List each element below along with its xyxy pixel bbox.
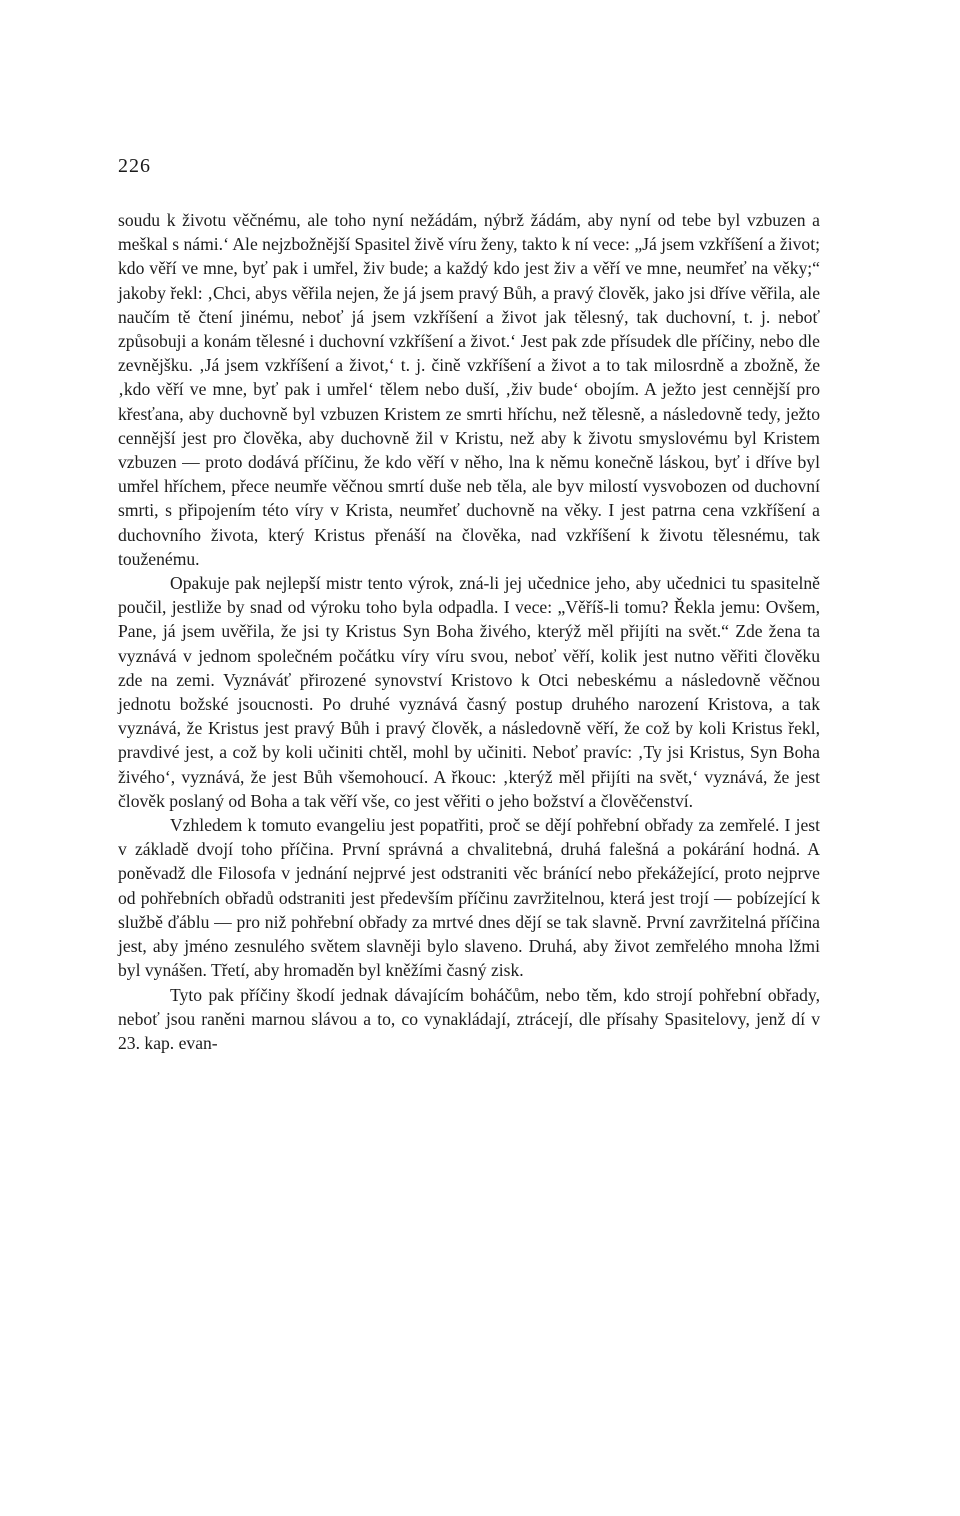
paragraph-3: Vzhledem k tomuto evangeliu jest popatřiti, proč se dějí pohřební obřady za zemřelé. I jest v základě dvojí toho příčina. První správná a chvalitebná, druhá falešná a pokárání hodná. A poněvadž dle Filosofa v jednání nejprvé jest odstraniti věc bránící nebo překážející, proto nejprve od pohřebních obřadů odstraniti jest především příčinu zavržitelnou, která jest trojí — pobízející k službě ďáblu — pro niž pohřební obřady za mrtvé dnes dějí se tak slavně. První zavržitelná příčina jest, aby jméno zesnulého světem slavněji bylo slaveno. Druhá, aby život zemřelého mnoha lžmi byl vynášen. Třetí, aby hromaděn byl kněžími časný zisk. — [118, 815, 820, 981]
paragraph-1: soudu k životu věčnému, ale toho nyní nežádám, nýbrž žádám, aby nyní od tebe byl vzbuzen a meškal s námi.‘ Ale nejzbožnější Spasitel živě víru ženy, takto k ní vece: „Já jsem vzkříšení a život; kdo věří ve mne, byť pak i umřel, živ bude; a každý kdo jest živ a věří ve mne, neumřeť na věky;“ jakoby řekl: ‚Chci, abys věřila nejen, že já jsem pravý Bůh, a pravý člověk, jako jsi dříve věřila, ale naučím tě čtení jinému, neboť já jsem vzkříšení a život jak tělesný, tak duchovní, t. j. neboť způsobuji a konám tělesné i duchovní vzkříšení a život.‘ Jest pak zde přísudek dle příčiny, nebo dle zevnějšku. ‚Já jsem vzkříšení a život,‘ t. j. čině vzkříšení a život a to tak milosrdně a zbožně, že ‚kdo věří ve mne, byť pak i umřel‘ tělem nebo duší, ‚živ bude‘ obojím. A ježto jest cennější pro křesťana, aby duchovně byl vzbuzen Kristem ze smrti hříchu, než tělesně, a následovně tedy, ježto cennější jest pro člověka, aby duchovně žil v Kristu, než aby k životu smyslovému byl Kristem vzbuzen — proto dodává příčinu, že kdo věří v něho, lna k němu konečně láskou, byť i dříve byl umřel hříchem, přece neumře věčnou smrtí duše neb těla, ale byv milostí vysvobozen od duchovní smrti, s připojením této víry v Krista, neumřeť duchovně na věky. I jest patrna cena vzkříšení a duchovního života, který Kristus přenáší na člověka, nad vzkříšení k životu tělesnému, tak touženému. — [118, 210, 820, 569]
page-number: 226 — [118, 155, 151, 177]
paragraph-2: Opakuje pak nejlepší mistr tento výrok, zná-li jej učednice jeho, aby učednici tu spasitelně poučil, jestliže by snad od výroku toho byla odpadla. I vece: „Věříš-li tomu? Řekla jemu: Ovšem, Pane, já jsem uvěřila, že jsi ty Kristus Syn Boha živého, kterýž měl přijíti na svět.“ Zde žena ta vyznává v jednom společném počátku víry víru svou, neboť věří, kolik jest nutno věřiti člověku zde na zemi. Vyznáváť přirozené synovství Kristovo k Otci nebeskému a následovně věčnou jednotu božské jsoucnosti. Po druhé vyznává časný postup druhého narození Kristova, a tak vyznává, že Kristus jest pravý Bůh i pravý člověk, a následovně věří, že což by koli Kristus řekl, pravdivé jest, a což by koli učiniti chtěl, mohl by učiniti. Neboť pravíc: ‚Ty jsi Kristus, Syn Boha živého‘, vyznává, že jest Bůh všemohoucí. A řkouc: ‚kterýž měl přijíti na svět,‘ vyznává, že jest člověk poslaný od Boha a tak věří vše, co jest věřiti o jeho božství a člověčenství. — [118, 573, 820, 811]
body-text — [118, 208, 820, 1055]
paragraph-4: Tyto pak příčiny škodí jednak dávajícím boháčům, nebo těm, kdo strojí pohřební obřady, neboť jsou raněni marnou slávou a to, co vynakládají, ztrácejí, dle přísahy Spasitelovy, jenž dí v 23. kap. evan- — [118, 984, 820, 1053]
